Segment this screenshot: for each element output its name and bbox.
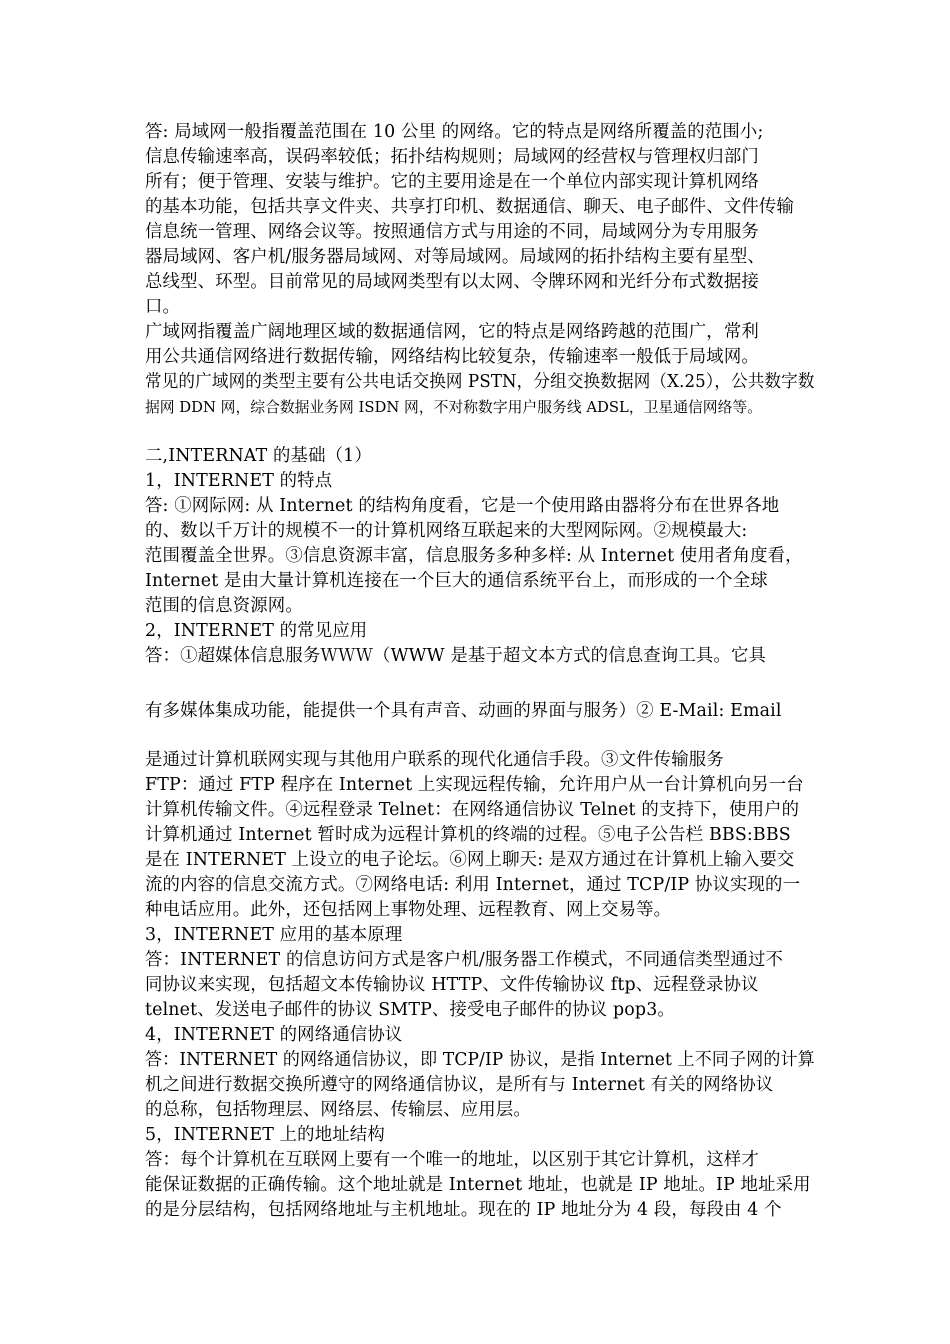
- lan-wan-paragraphs: [145, 120, 815, 420]
- text-line: 答：①超媒体信息服务ＷＷＷ（WWW 是基于超文本方式的信息查询工具。它具: [145, 646, 767, 666]
- text-line: 种电话应用。此外，还包括网上事物处理、远程教育、网上交易等。: [145, 900, 672, 920]
- text-line: 流的内容的信息交流方式。⑦网络电话: 利用 Internet，通过 TCP/IP 协议实现的一: [145, 875, 801, 895]
- text-line: 范围覆盖全世界。③信息资源丰富，信息服务多种多样: 从 Internet 使用者角度看，: [145, 546, 803, 566]
- text-line: 信息传输速率高，误码率较低；拓扑结构规则；局域网的经营权与管理权归部门: [145, 147, 759, 167]
- subsection-heading: 4，INTERNET 的网络通信协议: [145, 1025, 403, 1045]
- text-line: 能保证数据的正确传输。这个地址就是 Internet 地址，也就是 IP 地址。IP 地址采用: [145, 1175, 811, 1195]
- subsection-heading: 1，INTERNET 的特点: [145, 471, 333, 491]
- text-line: 答：每个计算机在互联网上要有一个唯一的地址，以区别于其它计算机，这样才: [145, 1150, 759, 1170]
- text-line: 广域网指覆盖广阔地理区域的数据通信网，它的特点是网络跨越的范围广，常利: [145, 322, 759, 342]
- text-line: Internet 是由大量计算机连接在一个巨大的通信系统平台上，而形成的一个全球: [145, 571, 768, 591]
- internet-basics-section: [145, 444, 815, 669]
- text-line: 答: 局域网一般指覆盖范围在 10 公里 的网络。它的特点是网络所覆盖的范围小;: [145, 122, 764, 142]
- text-line: 的基本功能，包括共享文件夹、共享打印机、数据通信、聊天、电子邮件、文件传输: [145, 197, 795, 217]
- text-line: 口。: [145, 297, 181, 317]
- text-line: 机之间进行数据交换所遵守的网络通信协议，是所有与 Internet 有关的网络协议: [145, 1075, 774, 1095]
- internet-applications-continued: [145, 748, 815, 1223]
- text-line: 答：INTERNET 的信息访问方式是客户机/服务器工作模式，不同通信类型通过不: [145, 950, 784, 970]
- text-line: 的、数以千万计的规模不一的计算机网络互联起来的大型网际网。②规模最大:: [145, 521, 748, 541]
- text-line: 是通过计算机联网实现与其他用户联系的现代化通信手段。③文件传输服务: [145, 750, 724, 770]
- document-page: [145, 120, 815, 1223]
- subsection-heading: 2，INTERNET 的常见应用: [145, 621, 368, 641]
- text-line: 信息统一管理、网络会议等。按照通信方式与用途的不同，局域网分为专用服务: [145, 222, 759, 242]
- section-heading: 二,INTERNAT 的基础（1）: [145, 446, 372, 466]
- text-line: 据网 DDN 网，综合数据业务网 ISDN 网，不对称数字用户服务线 ADSL，卫星通信网络等。: [145, 399, 762, 416]
- text-line: 答：INTERNET 的网络通信协议，即 TCP/IP 协议，是指 Internet 上不同子网的计算: [145, 1050, 815, 1070]
- text-line: 的总称，包括物理层、网络层、传输层、应用层。: [145, 1100, 531, 1120]
- text-line: 是在 INTERNET 上设立的电子论坛。⑥网上聊天: 是双方通过在计算机上输入要交: [145, 850, 795, 870]
- subsection-heading: 5，INTERNET 上的地址结构: [145, 1125, 385, 1145]
- text-line: 用公共通信网络进行数据传输，网络结构比较复杂，传输速率一般低于局域网。: [145, 347, 759, 367]
- text-line: 计算机通过 Internet 暂时成为远程计算机的终端的过程。⑤电子公告栏 BBS:BBS: [145, 825, 791, 845]
- text-line: telnet、发送电子邮件的协议 SMTP、接受电子邮件的协议 pop3。: [145, 1000, 675, 1020]
- subsection-heading: 3，INTERNET 应用的基本原理: [145, 925, 403, 945]
- text-line: 计算机传输文件。④远程登录 Telnet：在网络通信协议 Telnet 的支持下，使用户的: [145, 800, 800, 820]
- text-line: 有多媒体集成功能，能提供一个具有声音、动画的界面与服务）② E-Mail: Email: [145, 701, 782, 721]
- text-line: 常见的广域网的类型主要有公共电话交换网 PSTN，分组交换数据网（X.25），公共数字数: [145, 372, 815, 392]
- text-line: FTP：通过 FTP 程序在 Internet 上实现远程传输，允许用户从一台计算机向另一台: [145, 775, 804, 795]
- text-line: 范围的信息资源网。: [145, 596, 303, 616]
- text-line: 总线型、环型。目前常见的局域网类型有以太网、令牌环网和光纤分布式数据接: [145, 272, 759, 292]
- text-line: 的是分层结构，包括网络地址与主机地址。现在的 IP 地址分为 4 段，每段由 4 个: [145, 1200, 782, 1220]
- text-line: 答: ①网际网: 从 Internet 的结构角度看，它是一个使用路由器将分布在世界各地: [145, 496, 780, 516]
- text-line: 同协议来实现，包括超文本传输协议 HTTP、文件传输协议 ftp、远程登录协议: [145, 975, 759, 995]
- text-line: 所有；便于管理、安装与维护。它的主要用途是在一个单位内部实现计算机网络: [145, 172, 759, 192]
- text-line: 器局域网、客户机/服务器局域网、对等局域网。局域网的拓扑结构主要有星型、: [145, 247, 765, 267]
